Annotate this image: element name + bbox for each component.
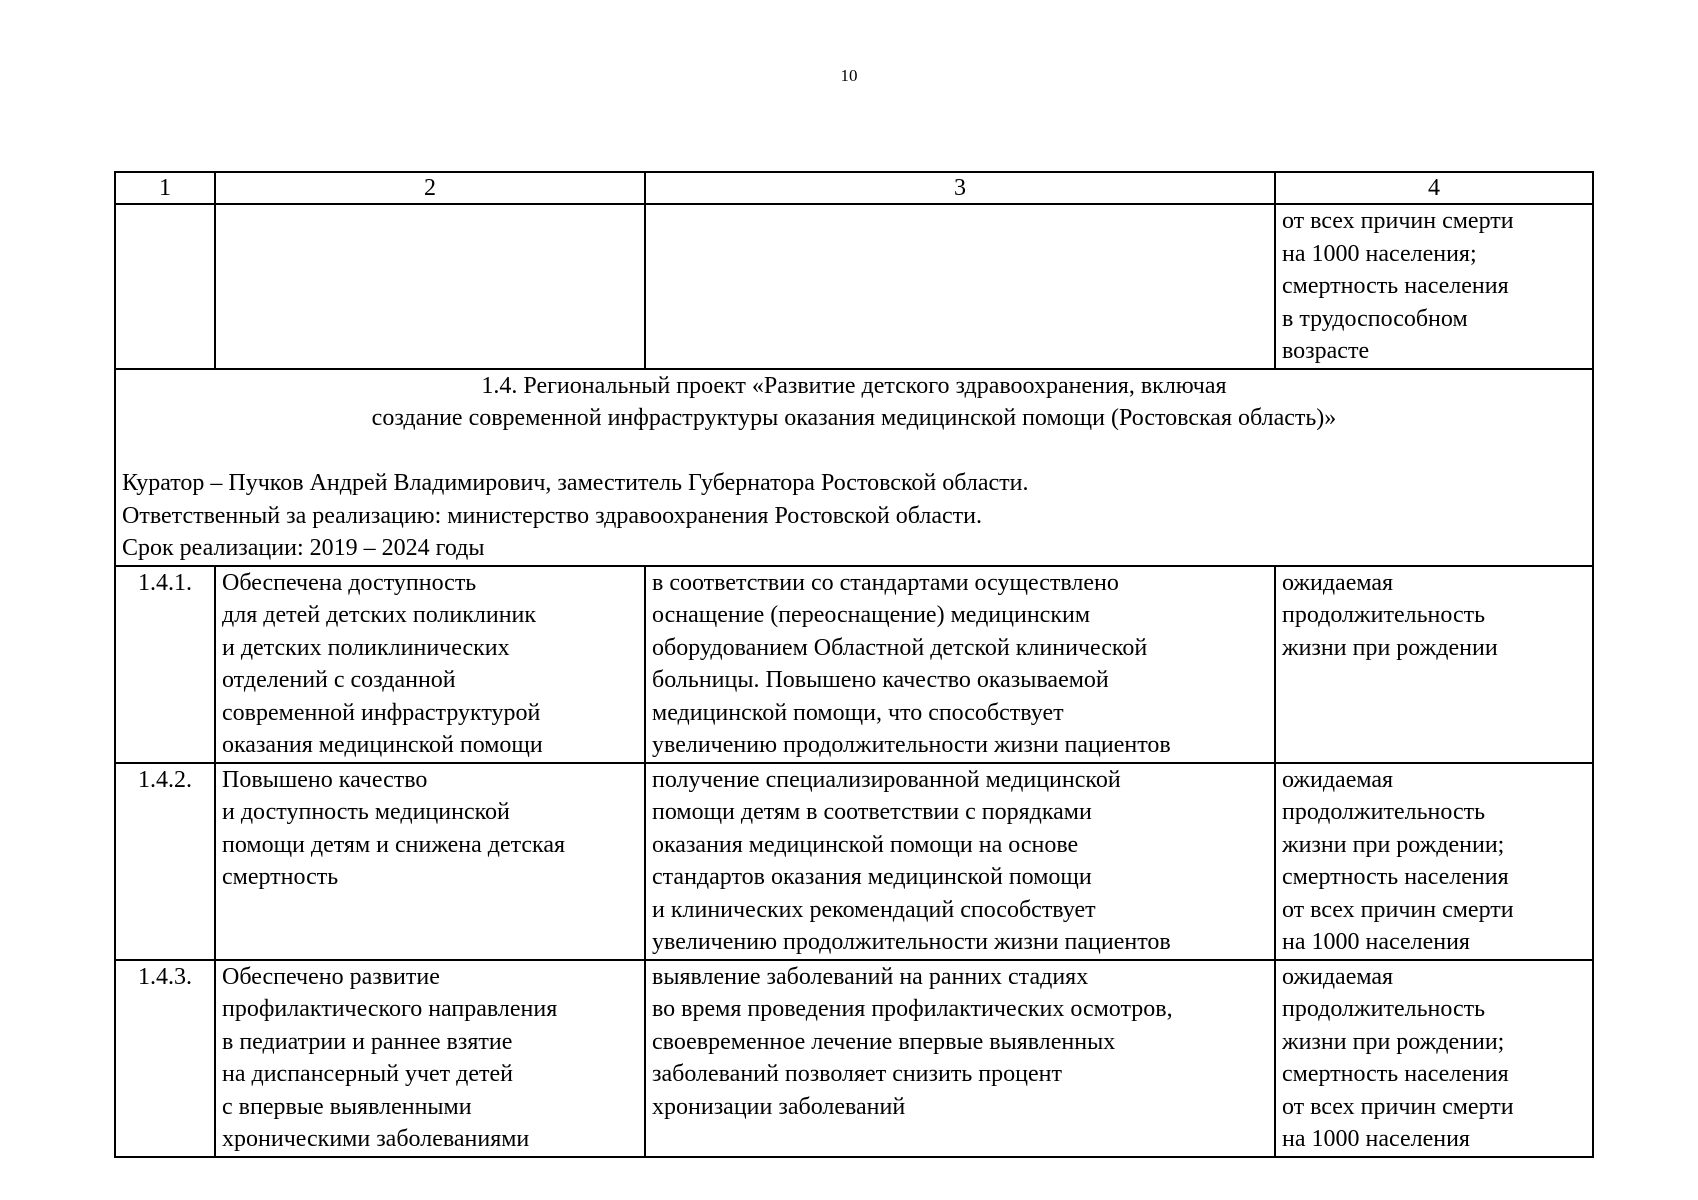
indicator-line: жизни при рождении (1282, 634, 1498, 661)
row-number: 1.4.1. (115, 566, 215, 763)
indicator-line: продолжительность (1282, 996, 1486, 1022)
indicator-line: смертность населения (1282, 1061, 1509, 1087)
project-table (114, 171, 1594, 1158)
result-line: в педиатрии и раннее взятие (222, 1028, 513, 1055)
indicator-line: продолжительность (1282, 602, 1486, 628)
section-title (122, 370, 1586, 435)
result-line: и детских поликлинических (222, 634, 510, 661)
row-number: 1.4.3. (115, 960, 215, 1157)
section-curator: Куратор – Пучков Андрей Владимирович, заместитель Губернатора Ростовской области. (122, 470, 1029, 496)
description-line: хронизации заболеваний (652, 1093, 906, 1120)
row-result (215, 960, 645, 1157)
description-line: увеличению продолжительности жизни пациентов (652, 929, 1171, 955)
table-row (115, 566, 1593, 763)
row-result (215, 763, 645, 960)
result-line: современной инфраструктурой (222, 699, 541, 726)
section-header (115, 369, 1593, 566)
indicator-line: на 1000 населения (1282, 929, 1470, 955)
header-cell-2: 2 (215, 172, 645, 204)
description-line: больницы. Повышено качество оказываемой (652, 667, 1109, 693)
section-title-line: создание современной инфраструктуры оказания медицинской помощи (Ростовская область)» (371, 405, 1337, 431)
table-row (115, 960, 1593, 1157)
row-description (645, 763, 1275, 960)
description-line: заболеваний позволяет снизить процент (652, 1061, 1062, 1087)
description-line: оборудованием Областной детской клинической (652, 634, 1148, 661)
result-line: Обеспечено развитие (222, 963, 440, 990)
row-indicators (1275, 763, 1593, 960)
description-line: стандартов оказания медицинской помощи (652, 864, 1092, 890)
page-number: 10 (840, 66, 858, 85)
continuation-row (115, 204, 1593, 369)
row-description (645, 960, 1275, 1157)
result-line: Обеспечена доступность (222, 569, 477, 596)
description-line: своевременное лечение впервые выявленных (652, 1028, 1116, 1055)
result-line: оказания медицинской помощи (222, 732, 543, 758)
description-line: и клинических рекомендаций способствует (652, 896, 1096, 923)
result-line: с впервые выявленными (222, 1093, 472, 1120)
result-line: смертность (222, 864, 339, 890)
section-responsible: Ответственный за реализацию: министерство здравоохранения Ростовской области. (122, 502, 982, 529)
result-line: помощи детям и снижена детская (222, 831, 566, 858)
indicator-line: жизни при рождении; (1282, 1028, 1505, 1055)
row-number: 1.4.2. (115, 763, 215, 960)
description-line: помощи детям в соответствии с порядками (652, 799, 1092, 825)
section-title-line: 1.4. Региональный проект «Развитие детского здравоохранения, включая (481, 372, 1227, 399)
description-line: выявление заболеваний на ранних стадиях (652, 963, 1089, 990)
result-line: для детей детских поликлиник (222, 602, 537, 628)
header-cell-1: 1 (115, 172, 215, 204)
row-description (645, 566, 1275, 763)
continuation-cell-2 (215, 204, 645, 369)
description-line: медицинской помощи, что способствует (652, 699, 1064, 726)
row-result (215, 566, 645, 763)
result-line: на диспансерный учет детей (222, 1061, 514, 1087)
indicator-line: от всех причин смерти (1282, 208, 1514, 234)
indicator-line: от всех причин смерти (1282, 896, 1514, 923)
continuation-cell-1 (115, 204, 215, 369)
description-line: во время проведения профилактических осмотров, (652, 996, 1173, 1022)
description-line: оказания медицинской помощи на основе (652, 831, 1079, 858)
indicator-line: от всех причин смерти (1282, 1093, 1514, 1120)
description-line: получение специализированной медицинской (652, 766, 1121, 793)
result-line: Повышено качество (222, 766, 428, 793)
result-line: отделений с созданной (222, 667, 456, 693)
result-line: профилактического направления (222, 996, 558, 1022)
indicator-line: ожидаемая (1282, 569, 1394, 596)
table-row (115, 763, 1593, 960)
description-line: оснащение (переоснащение) медицинским (652, 602, 1091, 628)
result-line: хроническими заболеваниями (222, 1126, 530, 1152)
indicator-line: на 1000 населения; (1282, 240, 1477, 267)
description-line: в соответствии со стандартами осуществлено (652, 569, 1119, 596)
header-cell-3: 3 (645, 172, 1275, 204)
indicator-line: жизни при рождении; (1282, 831, 1505, 858)
indicator-line: ожидаемая (1282, 963, 1394, 990)
section-meta (122, 467, 1586, 565)
indicator-line: ожидаемая (1282, 766, 1394, 793)
indicator-line: смертность населения (1282, 273, 1509, 299)
description-line: увеличению продолжительности жизни пациентов (652, 732, 1171, 758)
section-spacer (122, 435, 1586, 468)
continuation-indicators (1275, 204, 1593, 369)
row-indicators (1275, 960, 1593, 1157)
continuation-cell-3 (645, 204, 1275, 369)
indicator-line: возрасте (1282, 338, 1370, 364)
indicator-line: в трудоспособном (1282, 305, 1468, 332)
section-row (115, 369, 1593, 566)
indicator-line: продолжительность (1282, 799, 1486, 825)
indicator-line: смертность населения (1282, 864, 1509, 890)
indicator-line: на 1000 населения (1282, 1126, 1470, 1152)
header-cell-4: 4 (1275, 172, 1593, 204)
table-header-row (115, 172, 1593, 204)
section-term: Срок реализации: 2019 – 2024 годы (122, 535, 485, 561)
row-indicators (1275, 566, 1593, 763)
result-line: и доступность медицинской (222, 799, 510, 825)
